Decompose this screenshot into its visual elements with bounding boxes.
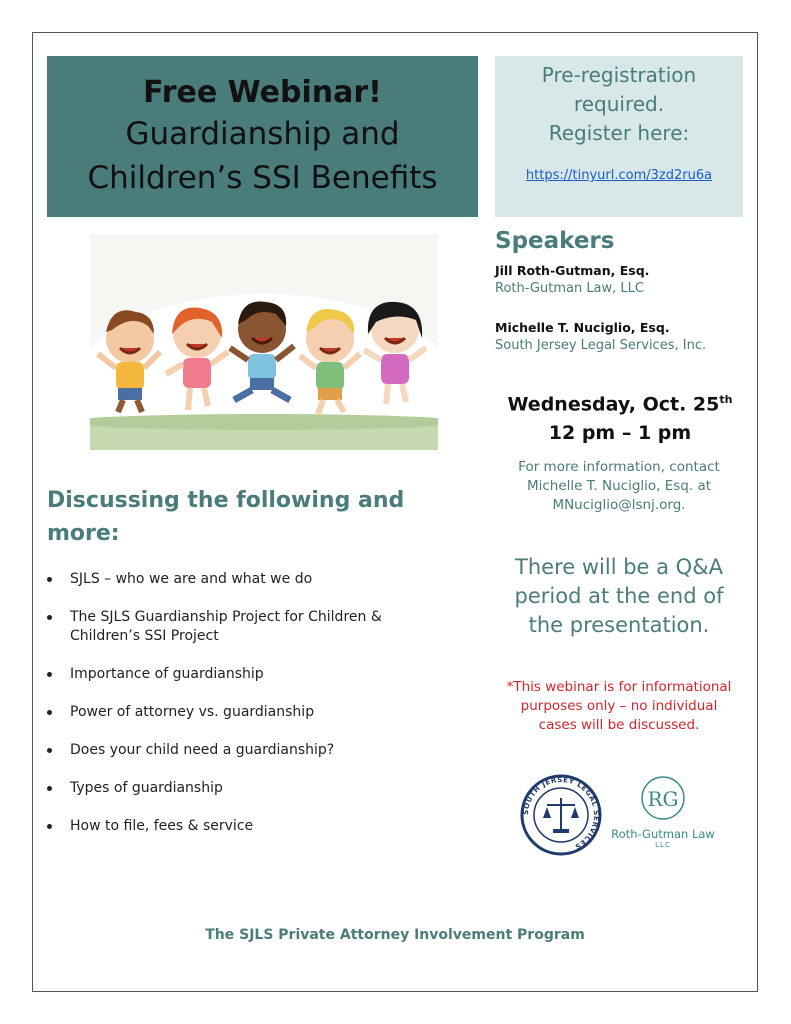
disclaimer-line-2: purposes only – no individual — [520, 698, 718, 714]
qa-line-2: period at the end of — [514, 584, 724, 608]
speaker-2-name: Michelle T. Nuciglio, Esq. — [495, 320, 670, 335]
children-jumping-image — [90, 234, 438, 450]
qa-line-1: There will be a Q&A — [515, 555, 723, 579]
contact-line-2: Michelle T. Nuciglio, Esq. at — [526, 478, 712, 494]
footer-program: The SJLS Private Attorney Involvement Program — [205, 927, 585, 943]
disclaimer-line-1: *This webinar is for informational — [506, 679, 732, 695]
list-item-text: Does your child need a guardianship? — [70, 742, 335, 758]
list-item-text: Power of attorney vs. guardianship — [70, 704, 315, 720]
list-item — [47, 608, 447, 646]
title-banner — [47, 56, 478, 217]
roth-gutman-logo — [606, 775, 720, 857]
registration-line-2: required. — [573, 92, 665, 116]
children-illustration — [90, 234, 438, 450]
list-item-text: The SJLS Guardianship Project for Children & Children’s SSI Project — [70, 609, 382, 644]
list-item-text: SJLS – who we are and what we do — [70, 571, 313, 587]
registration-box — [495, 56, 743, 217]
svg-text:RG: RG — [647, 787, 679, 811]
speaker-1-org: Roth-Gutman Law, LLC — [495, 281, 644, 296]
disclaimer-line-3: cases will be discussed. — [538, 717, 700, 733]
rg-monogram-icon — [640, 775, 686, 821]
sjls-logo — [520, 774, 602, 856]
list-item-text: Importance of guardianship — [70, 666, 264, 682]
bullet-icon — [47, 615, 52, 620]
event-date-suffix: th — [719, 393, 733, 406]
speaker-2-org: South Jersey Legal Services, Inc. — [495, 338, 707, 353]
list-item — [47, 570, 447, 589]
event-date — [490, 385, 750, 419]
bullet-icon — [47, 786, 52, 791]
list-item — [47, 665, 447, 684]
svg-text:SOUTH JERSEY LEGAL SERVICES: SOUTH JERSEY LEGAL SERVICES — [521, 775, 601, 851]
rg-logo-name: Roth-Gutman Law — [611, 827, 715, 841]
bullet-icon — [47, 824, 52, 829]
speakers-heading: Speakers — [495, 228, 615, 254]
topic-list — [47, 570, 447, 855]
registration-line-1: Pre-registration — [541, 63, 697, 87]
event-time: 12 pm – 1 pm — [548, 422, 692, 445]
qa-line-3: the presentation. — [528, 613, 710, 637]
event-date-text: Wednesday, Oct. 25 — [507, 393, 720, 416]
rg-logo-llc: LLC — [655, 841, 671, 849]
banner-subtitle-line-1: Guardianship and — [125, 116, 400, 152]
disclaimer — [495, 678, 743, 735]
list-item-text: Types of guardianship — [70, 780, 223, 796]
bullet-icon — [47, 748, 52, 753]
contact-info — [495, 458, 743, 515]
qa-notice — [490, 553, 748, 640]
list-item — [47, 703, 447, 722]
list-item-text: How to file, fees & service — [70, 818, 254, 834]
banner-title: Free Webinar! — [143, 75, 382, 110]
registration-link[interactable]: https://tinyurl.com/3zd2ru6a — [525, 168, 713, 183]
registration-line-3: Register here: — [548, 121, 690, 145]
banner-subtitle-line-2: Children’s SSI Benefits — [87, 160, 438, 196]
contact-line-1: For more information, contact — [518, 459, 720, 475]
list-item — [47, 779, 447, 798]
contact-line-3: MNuciglio@lsnj.org. — [552, 497, 686, 513]
event-datetime — [490, 385, 750, 448]
list-item — [47, 741, 447, 760]
bullet-icon — [47, 710, 52, 715]
sjls-seal-icon — [520, 774, 602, 856]
discussion-heading: Discussing the following and more: — [47, 488, 405, 546]
bullet-icon — [47, 672, 52, 677]
list-item — [47, 817, 447, 836]
bullet-icon — [47, 577, 52, 582]
speaker-1-name: Jill Roth-Gutman, Esq. — [495, 263, 650, 278]
